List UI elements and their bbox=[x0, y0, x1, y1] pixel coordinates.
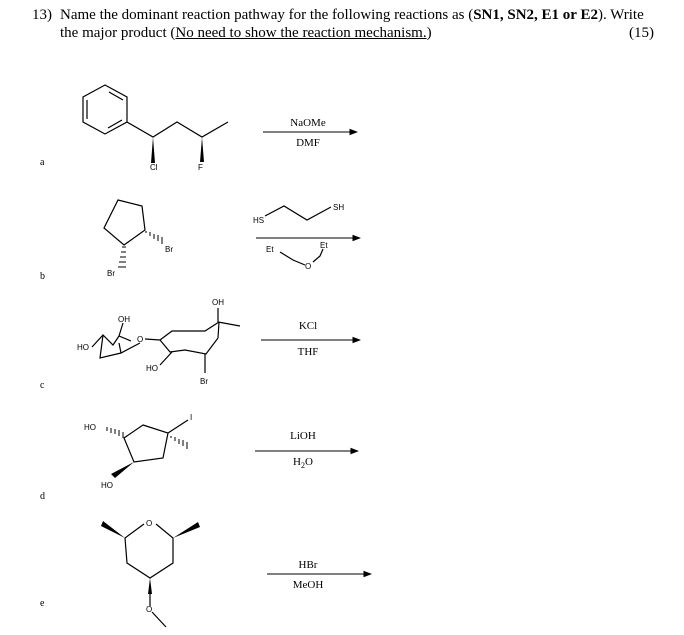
points-value: (15) bbox=[629, 25, 654, 41]
wedge-bond-e-left bbox=[101, 521, 125, 538]
atom-label-d-ho2: HO bbox=[101, 481, 113, 490]
atom-label-c-oh1: OH bbox=[118, 315, 130, 324]
atom-label-a-cl: Cl bbox=[150, 163, 158, 172]
wedge-bond-a-f bbox=[200, 137, 204, 162]
wedge-bond-e-right bbox=[173, 522, 200, 538]
reaction-label-e: e bbox=[40, 598, 45, 609]
reagent-e-bottom: MeOH bbox=[292, 579, 324, 591]
atom-label-b-hs: HS bbox=[253, 216, 265, 225]
hash-bond-b-br2 bbox=[118, 247, 126, 267]
atom-label-d-i: I bbox=[190, 413, 193, 422]
wedge-bond-d-ho2 bbox=[111, 462, 134, 478]
atom-label-b-et1: Et bbox=[266, 245, 274, 254]
reaction-label-a: a bbox=[40, 157, 45, 168]
reagent-e-top: HBr bbox=[298, 559, 318, 571]
question-number: 13) bbox=[32, 7, 52, 23]
pathway-options: SN1, SN2, E1 or E2 bbox=[473, 7, 598, 23]
reagent-a-top: NaOMe bbox=[290, 117, 326, 129]
atom-label-b-br2: Br bbox=[107, 269, 115, 278]
reagent-d-top: LiOH bbox=[290, 430, 316, 442]
substrate-c bbox=[92, 308, 240, 373]
atom-label-e-o2: O bbox=[146, 605, 153, 614]
substrate-a bbox=[83, 85, 228, 137]
atom-label-b-et2: Et bbox=[320, 241, 328, 250]
atom-label-c-br: Br bbox=[200, 377, 208, 386]
reaction-label-c: c bbox=[40, 380, 45, 391]
reaction-label-d: d bbox=[40, 491, 45, 502]
atom-label-c-ho2: HO bbox=[146, 364, 158, 373]
question-line-1: Name the dominant reaction pathway for the following reactions as (SN1, SN2, E1 or E2). Write bbox=[60, 7, 644, 23]
atom-label-c-o: O bbox=[137, 335, 144, 344]
question-line-2: the major product (No need to show the reaction mechanism.) bbox=[60, 25, 432, 41]
atom-label-b-sh: SH bbox=[333, 203, 345, 212]
atom-label-b-o: O bbox=[305, 262, 312, 271]
hash-bond-b-br1 bbox=[146, 231, 162, 244]
substrate-d bbox=[124, 420, 188, 462]
reagent-b-ether bbox=[280, 249, 323, 265]
reaction-label-b: b bbox=[40, 271, 45, 282]
hash-bond-d-methyl bbox=[171, 436, 187, 449]
reagent-d-bottom: $H_2O$ bbox=[293, 456, 313, 471]
wedge-bond-e-o bbox=[148, 578, 152, 594]
atom-label-a-f: F bbox=[198, 163, 203, 172]
reagent-a-bottom: DMF bbox=[296, 137, 320, 149]
reagent-c-top: KCl bbox=[298, 320, 318, 332]
reagent-c-bottom: THF bbox=[297, 346, 319, 358]
hash-bond-d-ho1 bbox=[107, 427, 123, 438]
wedge-bond-a-cl bbox=[151, 137, 155, 163]
reagent-b-dithiol bbox=[265, 206, 331, 220]
no-mechanism-note: No need to show the reaction mechanism. bbox=[175, 25, 427, 41]
atom-label-c-oh2: OH bbox=[212, 298, 224, 307]
atom-label-e-o1: O bbox=[146, 519, 153, 528]
atom-label-b-br1: Br bbox=[165, 245, 173, 254]
atom-label-c-ho1: HO bbox=[77, 343, 89, 352]
atom-label-d-ho1: HO bbox=[84, 423, 96, 432]
substrate-b bbox=[104, 200, 145, 245]
